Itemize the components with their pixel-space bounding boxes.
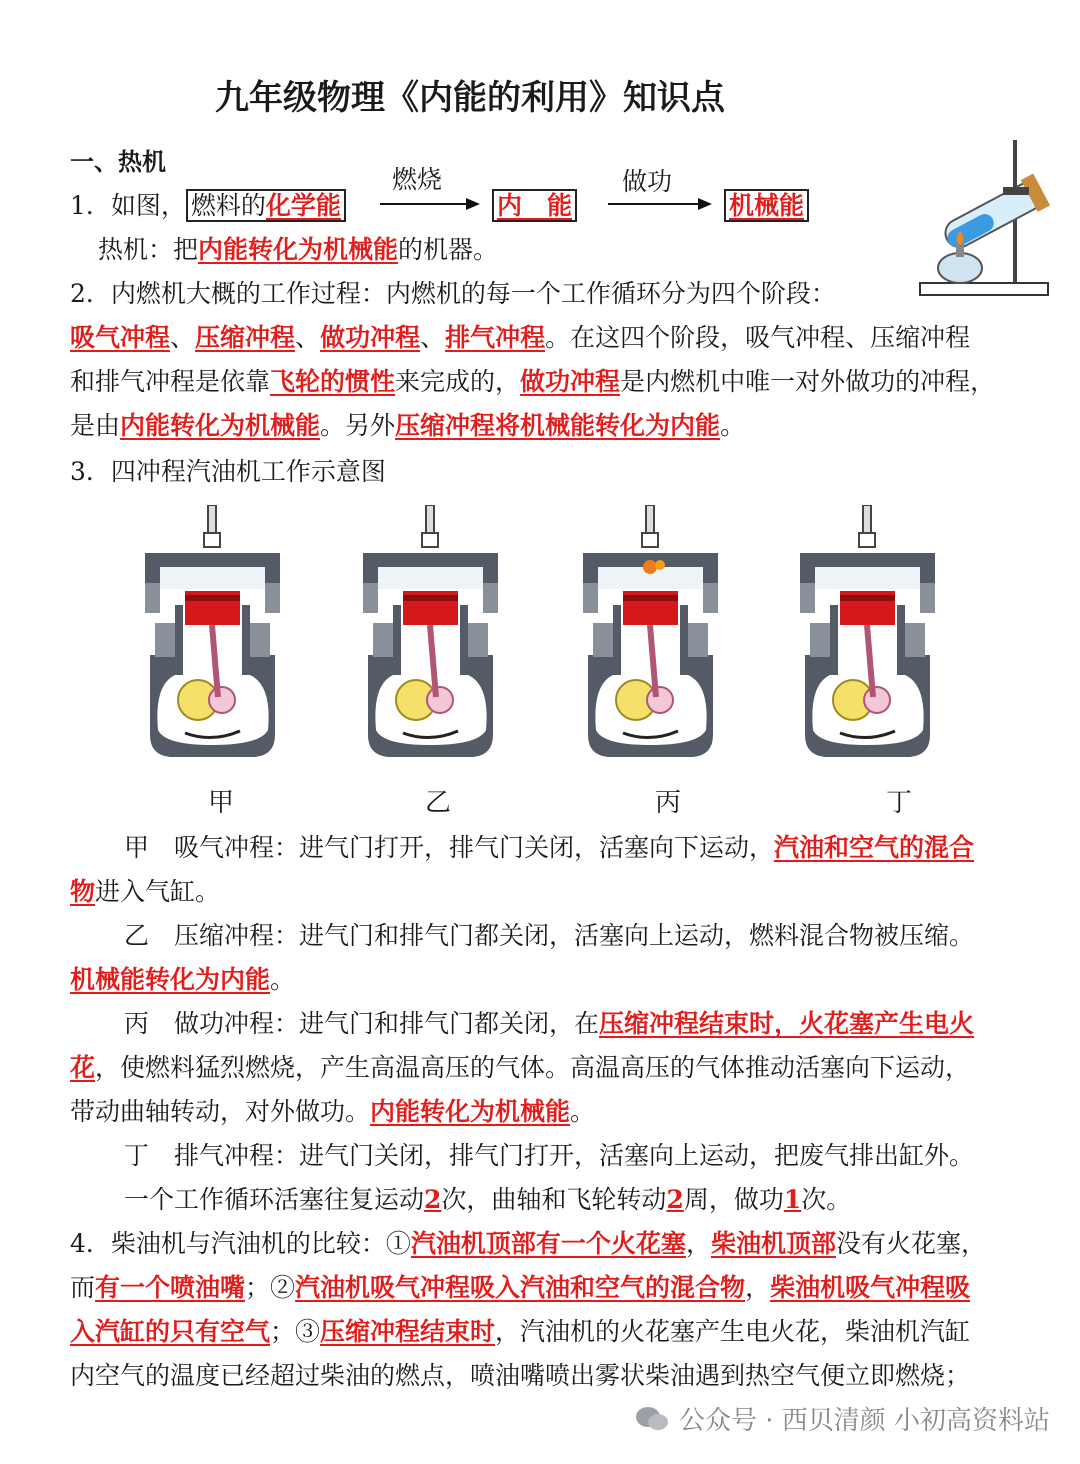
paragraph-4-line-4: 内空气的温度已经超过柴油的燃点，喷油嘴喷出雾状柴油遇到热空气便立即燃烧； (70, 1361, 971, 1390)
arrow-icon (608, 194, 713, 214)
energy-flow-line: 1．如图， 燃料的化学能 (70, 184, 1055, 228)
paragraph-4-line-2: 而有一个喷油嘴；②汽油机吸气冲程吸入汽油和空气的混合物，柴油机吸气冲程吸 (70, 1273, 971, 1302)
flow-box-mechanical: 机械能 (724, 184, 809, 228)
stroke-jia-line-2: 物进入气缸。 (70, 877, 221, 906)
stroke-ding-line: 丁 排气冲程：进气门关闭，排气门打开，活塞向上运动，把废气排出缸外。 (124, 1141, 975, 1170)
watermark: 公众号 · 西贝清颜 小初高资料站 (635, 1400, 1050, 1437)
stroke-bing-line-3: 带动曲轴转动，对外做功。内能转化为机械能。 (70, 1097, 596, 1126)
section-heading: 一、热机 (70, 148, 166, 176)
page-title: 九年级物理《内能的利用》知识点 (215, 78, 725, 118)
flow-box-internal: 内 能 (492, 184, 577, 228)
four-stroke-engine-diagram (130, 505, 950, 775)
stroke-yi-line-2: 机械能转化为内能。 (70, 965, 296, 994)
cycle-summary: 一个工作循环活塞往复运动2次，曲轴和飞轮转动2周，做功1次。 (124, 1185, 852, 1214)
engine-label-jia: 甲 (208, 788, 235, 818)
paragraph-2-line-3: 和排气冲程是依靠飞轮的惯性来完成的，做功冲程是内燃机中唯一对外做功的冲程， (70, 367, 996, 396)
flow-box-chemical: 燃料的化学能 (186, 189, 346, 222)
wechat-icon (635, 1405, 669, 1433)
stroke-yi-line-1: 乙 压缩冲程：进气门和排气门都关闭，活塞向上运动，燃料混合物被压缩。 (124, 921, 975, 950)
engine-label-bing: 丙 (655, 788, 682, 818)
paragraph-4-line-3: 入汽缸的只有空气；③压缩冲程结束时，汽油机的火花塞产生电火花，柴油机汽缸 (70, 1317, 971, 1346)
stroke-bing-line-1: 丙 做功冲程：进气门和排气门都关闭，在压缩冲程结束时，火花塞产生电火 (124, 1009, 975, 1038)
paragraph-4-line-1: 4．柴油机与汽油机的比较：①汽油机顶部有一个火花塞，柴油机顶部没有火花塞， (70, 1229, 986, 1258)
paragraph-2-line-4: 是由内能转化为机械能。另外压缩冲程将机械能转化为内能。 (70, 411, 746, 440)
engine-label-yi: 乙 (425, 788, 452, 818)
paragraph-3: 3．四冲程汽油机工作示意图 (70, 457, 386, 486)
paragraph-2-line-1: 2．内燃机大概的工作过程：内燃机的每一个工作循环分为四个阶段： (70, 279, 836, 308)
heat-engine-definition: 热机：把内能转化为机械能的机器。 (98, 235, 499, 264)
arrow-label-work: 做功 (622, 167, 673, 196)
stroke-jia-line-1: 甲 吸气冲程：进气门打开，排气门关闭，活塞向下运动，汽油和空气的混合 (124, 833, 975, 862)
paragraph-2-line-2: 吸气冲程、压缩冲程、做功冲程、排气冲程。在这四个阶段，吸气冲程、压缩冲程 (70, 323, 971, 352)
arrow-icon (380, 194, 480, 214)
engine-label-ding: 丁 (886, 788, 913, 818)
arrow-label-burn: 燃烧 (392, 165, 443, 194)
stroke-bing-line-2: 花，使燃料猛烈燃烧，产生高温高压的气体。高温高压的气体推动活塞向下运动， (70, 1053, 971, 1082)
